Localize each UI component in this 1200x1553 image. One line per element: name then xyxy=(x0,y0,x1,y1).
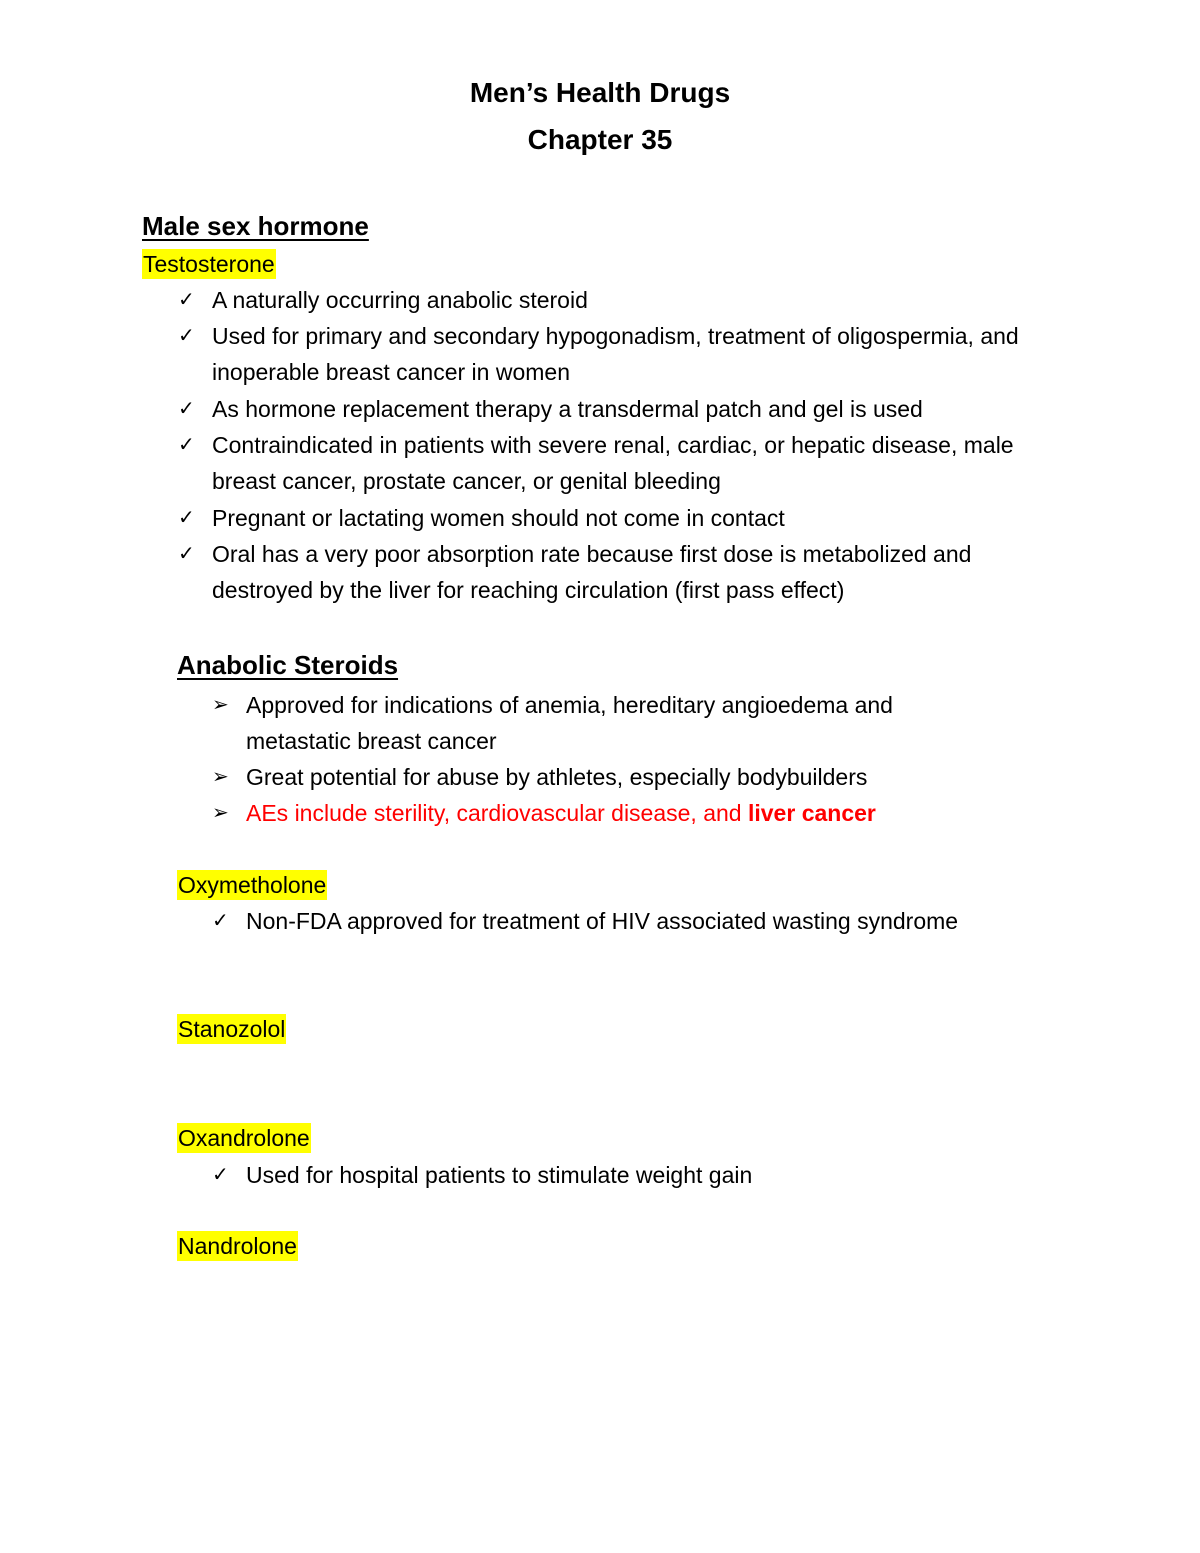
check-icon: ✓ xyxy=(212,910,229,932)
list-item: ✓ Oral has a very poor absorption rate because first dose is metabolized and destroyed by the liver for reaching circulation (first pass effect) xyxy=(178,536,1058,608)
drug-name-stanozolol: Stanozolol xyxy=(178,1016,286,1042)
list-item: ✓ As hormone replacement therapy a transdermal patch and gel is used xyxy=(178,391,1058,427)
list-item: ✓ Non-FDA approved for treatment of HIV associated wasting syndrome xyxy=(212,903,1072,939)
check-icon: ✓ xyxy=(178,507,195,529)
check-icon: ✓ xyxy=(212,1164,229,1186)
check-icon: ✓ xyxy=(178,325,195,347)
list-item: ➢ Approved for indications of anemia, hereditary angioedema and metastatic breast cancer xyxy=(212,687,1002,759)
check-icon: ✓ xyxy=(178,434,195,456)
section-heading-male-sex-hormone: Male sex hormone xyxy=(142,211,369,241)
adverse-effects-text: AEs include sterility, cardiovascular disease, and xyxy=(246,800,748,826)
drug-name-nandrolone: Nandrolone xyxy=(178,1233,297,1259)
section-heading-anabolic-steroids: Anabolic Steroids xyxy=(177,650,399,680)
list-item: ✓ Used for hospital patients to stimulate weight gain xyxy=(212,1157,1072,1193)
arrow-bullet-icon: ➢ xyxy=(212,766,229,788)
arrow-bullet-icon: ➢ xyxy=(212,802,229,824)
chapter-title: Chapter 35 xyxy=(527,124,673,155)
adverse-effects-emphasis: liver cancer xyxy=(747,800,876,826)
check-icon: ✓ xyxy=(178,543,195,565)
drug-name-oxymetholone: Oxymetholone xyxy=(178,872,327,898)
drug-name-oxandrolone: Oxandrolone xyxy=(178,1125,310,1151)
check-icon: ✓ xyxy=(178,398,195,420)
list-item: ➢ Great potential for abuse by athletes, especially bodybuilders xyxy=(212,759,1002,795)
list-item: ✓ Contraindicated in patients with severe renal, cardiac, or hepatic disease, male breast cancer, prostate cancer, or genital bleeding xyxy=(178,427,1058,499)
list-item: ✓ Pregnant or lactating women should not come in contact xyxy=(178,500,1058,536)
list-item: ✓ A naturally occurring anabolic steroid xyxy=(178,282,1058,318)
document-title: Men’s Health Drugs xyxy=(469,77,731,108)
drug-name-testosterone: Testosterone xyxy=(143,251,275,277)
arrow-bullet-icon: ➢ xyxy=(212,694,229,716)
list-item: ✓ Used for primary and secondary hypogonadism, treatment of oligospermia, and inoperable breast cancer in women xyxy=(178,318,1058,390)
check-icon: ✓ xyxy=(178,289,195,311)
list-item-adverse-effects xyxy=(212,795,1002,831)
